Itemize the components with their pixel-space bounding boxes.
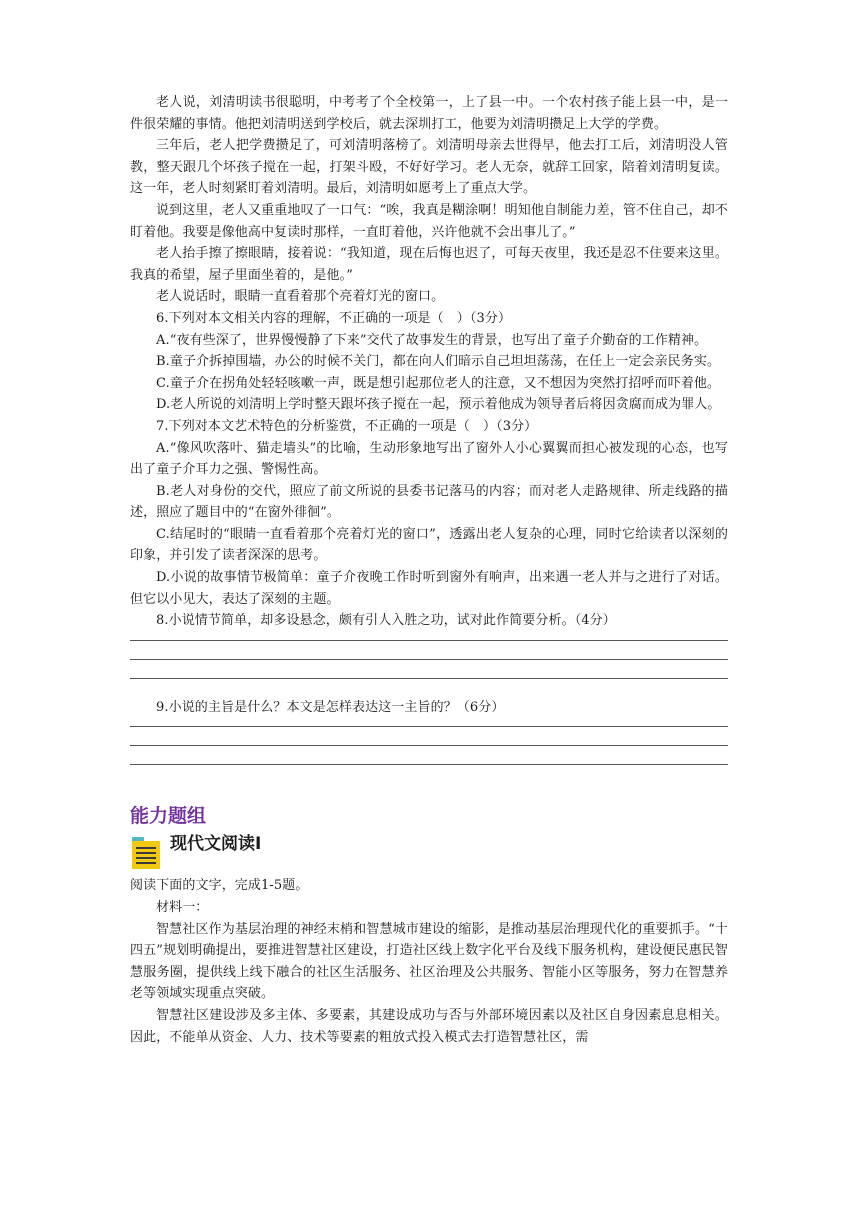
story-paragraph: 老人说话时，眼睛一直看着那个亮着灯光的窗口。 [156,289,445,305]
question-7-option-c: C.结尾时的“眼睛一直看着那个亮着灯光的窗口”，透露出老人复杂的心理，同时它给读者以深刻的印象，并引发了读者深深的思考。 [130,526,728,564]
question-6-stem: 6.下列对本文相关内容的理解，不正确的一项是（ ）（3分） [156,310,512,326]
story-paragraph: 老人抬手擦了擦眼睛，接着说：“我知道，现在后悔也迟了，可每天夜里，我还是忍不住要来这里。我真的希望，屋子里面坐着的，是他。” [130,246,728,283]
story-paragraph: 三年后，老人把学费攒足了，可刘清明落榜了。刘清明母亲去世得早，他去打工后，刘清明没人管教，整天跟几个坏孩子搅在一起，打架斗殴，不好好学习。老人无奈，就辞工回家，陪着刘清明复读。这一年，老人时刻紧盯着刘清明。最后，刘清明如愿考上了重点大学。 [130,138,728,197]
question-7-option-a: A.“像风吹落叶、猫走墙头”的比喻，生动形象地写出了窗外人小心翼翼而担心被发现的心态，也写出了童子介耳力之强、警惕性高。 [130,440,728,478]
answer-line [130,745,728,746]
answer-line [130,640,728,641]
question-6-option-d: D.老人所说的刘清明上学时整天跟坏孩子搅在一起，预示着他成为领导者后将因贪腐而成为罪人。 [156,397,721,413]
question-7-stem: 7.下列对本文艺术特色的分析鉴赏，不正确的一项是（ ）（3分） [156,418,538,434]
document-content [130,92,728,1048]
question-8-answer-lines [130,640,728,679]
answer-line [130,726,728,727]
question-8-stem: 8.小说情节简单，却多设悬念，颇有引人入胜之功，试对此作简要分析。（4分） [156,613,616,629]
answer-line [130,678,728,679]
section-title: 能力题组 [130,805,207,828]
material-paragraph: 智慧社区建设涉及多主体、多要素，其建设成功与否与外部环境因素以及社区自身因素息息相关。因此，不能单从资金、人力、技术等要素的粗放式投入模式去打造智慧社区，需 [130,1008,728,1045]
question-9-answer-lines [130,726,728,765]
question-6-option-a: A.“夜有些深了，世界慢慢静了下来”交代了故事发生的背景，也写出了童子介勤奋的工作精神。 [156,332,708,348]
story-paragraph: 老人说，刘清明读书很聪明，中考考了个全校第一，上了县一中。一个农村孩子能上县一中，是一件很荣耀的事情。他把刘清明送到学校后，就去深圳打工，他要为刘清明攒足上大学的学费。 [130,95,728,132]
section-subtitle: 现代文阅读Ⅰ [170,834,262,855]
section-subheading [130,831,728,875]
question-7-option-d: D.小说的故事情节极简单：童子介夜晚工作时听到窗外有响声，出来遇一老人并与之进行了对话。但它以小见大，表达了深刻的主题。 [130,570,728,607]
material-label: 材料一： [156,900,209,916]
question-7-option-b: B.老人对身份的交代，照应了前文所说的县委书记落马的内容；而对老人走路规律、所走线路的描述，照应了题目中的“在窗外徘徊”。 [130,483,728,521]
answer-line [130,659,728,660]
story-paragraph: 说到这里，老人又重重地叹了一口气：“唉，我真是糊涂啊！明知他自制能力差，管不住自己，却不盯着他。我要是像他高中复读时那样，一直盯着他，兴许他就不会出事儿了。” [130,202,728,240]
material-paragraph: 智慧社区作为基层治理的神经末梢和智慧城市建设的缩影，是推动基层治理现代化的重要抓手。“十四五”规划明确提出，要推进智慧社区建设，打造社区线上数字化平台及线下服务机构，建设便民惠民智慧服务圈，提供线上线下融合的社区生活服务、社区治理及公共服务、智能小区等服务，努力在智慧养老等领域实现重点突破。 [130,921,728,1002]
question-6-option-b: B.童子介拆掉围墙，办公的时候不关门，都在向人们暗示自己坦坦荡荡，在任上一定会亲民务实。 [156,354,721,370]
question-6-option-c: C.童子介在拐角处轻轻咳嗽一声，既是想引起那位老人的注意，又不想因为突然打招呼而吓着他。 [156,375,721,391]
question-9-stem: 9.小说的主旨是什么？本文是怎样表达这一主旨的？（6分） [156,699,505,715]
book-icon [130,835,164,871]
reading-instruction: 阅读下面的文字，完成1-5题。 [130,878,309,894]
answer-line [130,764,728,765]
